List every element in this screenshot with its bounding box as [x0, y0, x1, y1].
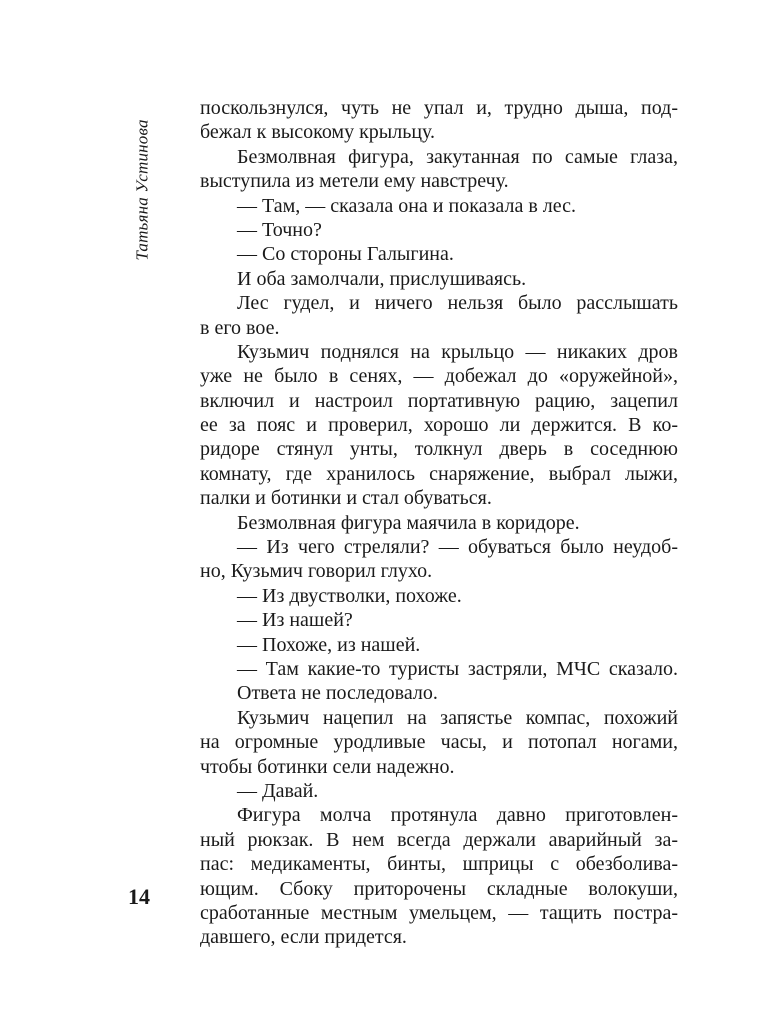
text-line: ющим. Сбоку приторочены складные волокуши,	[200, 877, 678, 900]
text-line: Безмолвная фигура, закутанная по самые глаза,	[237, 145, 678, 168]
text-line: палки и ботинки и стал обуваться.	[200, 487, 492, 510]
text-line: И оба замолчали, прислушиваясь.	[237, 267, 527, 290]
text-line: — Там, — сказала она и показала в лес.	[237, 194, 576, 217]
text-line: в его вое.	[200, 316, 280, 339]
text-line: включил и настроил портативную рацию, зацепил	[200, 389, 678, 412]
text-line: сработанные местным умельцем, — тащить постра-	[200, 901, 678, 924]
text-line: — Там какие-то туристы застряли, МЧС сказало.	[237, 657, 678, 680]
text-line: чтобы ботинки сели надежно.	[200, 755, 455, 778]
page-number: 14	[128, 884, 150, 909]
text-line: давшего, если придется.	[200, 926, 407, 949]
text-line: — Из нашей?	[237, 609, 353, 632]
text-line: ридоре стянул унты, толкнул дверь в соседнюю	[200, 438, 678, 461]
text-line: — Из двустволки, похоже.	[237, 584, 462, 607]
text-line: пас: медикаменты, бинты, шприцы с обезболива-	[200, 853, 678, 876]
text-line: ный рюкзак. В нем всегда держали аварийный за-	[200, 828, 678, 851]
text-line: поскользнулся, чуть не упал и, трудно дыша, под-	[200, 97, 678, 119]
text-line: уже не было в сенях, — добежал до «оружейной»,	[200, 365, 678, 388]
text-line: выступила из метели ему навстречу.	[200, 170, 509, 193]
text-line: на огромные уродливые часы, и потопал ногами,	[200, 731, 678, 754]
text-line: Безмолвная фигура маячила в коридоре.	[237, 511, 580, 534]
text-line: Лес гудел, и ничего нельзя было расслышать	[237, 292, 678, 315]
text-line: — Похоже, из нашей.	[237, 633, 421, 656]
text-line: Ответа не последовало.	[237, 682, 438, 705]
text-line: комнату, где хранилось снаряжение, выбрал лыжи,	[200, 462, 678, 485]
body-text	[200, 96, 678, 950]
text-line: — Со стороны Галыгина.	[237, 243, 454, 266]
text-line: — Точно?	[237, 218, 322, 241]
text-line: Фигура молча протянула давно приготовлен-	[237, 804, 678, 827]
text-line: — Давай.	[237, 779, 319, 802]
text-line: бежал к высокому крыльцу.	[200, 121, 436, 144]
text-line: Кузьмич нацепил на запястье компас, похожий	[237, 706, 678, 729]
running-head-text: Татьяна Устинова	[133, 119, 152, 261]
text-line: ее за пояс и проверил, хорошо ли держится. В ко-	[200, 414, 678, 437]
running-head	[128, 110, 158, 270]
text-line: — Из чего стреляли? — обуваться было неудоб-	[237, 536, 678, 559]
text-line: но, Кузьмич говорил глухо.	[200, 560, 433, 583]
text-line: Кузьмич поднялся на крыльцо — никаких дров	[237, 340, 678, 363]
